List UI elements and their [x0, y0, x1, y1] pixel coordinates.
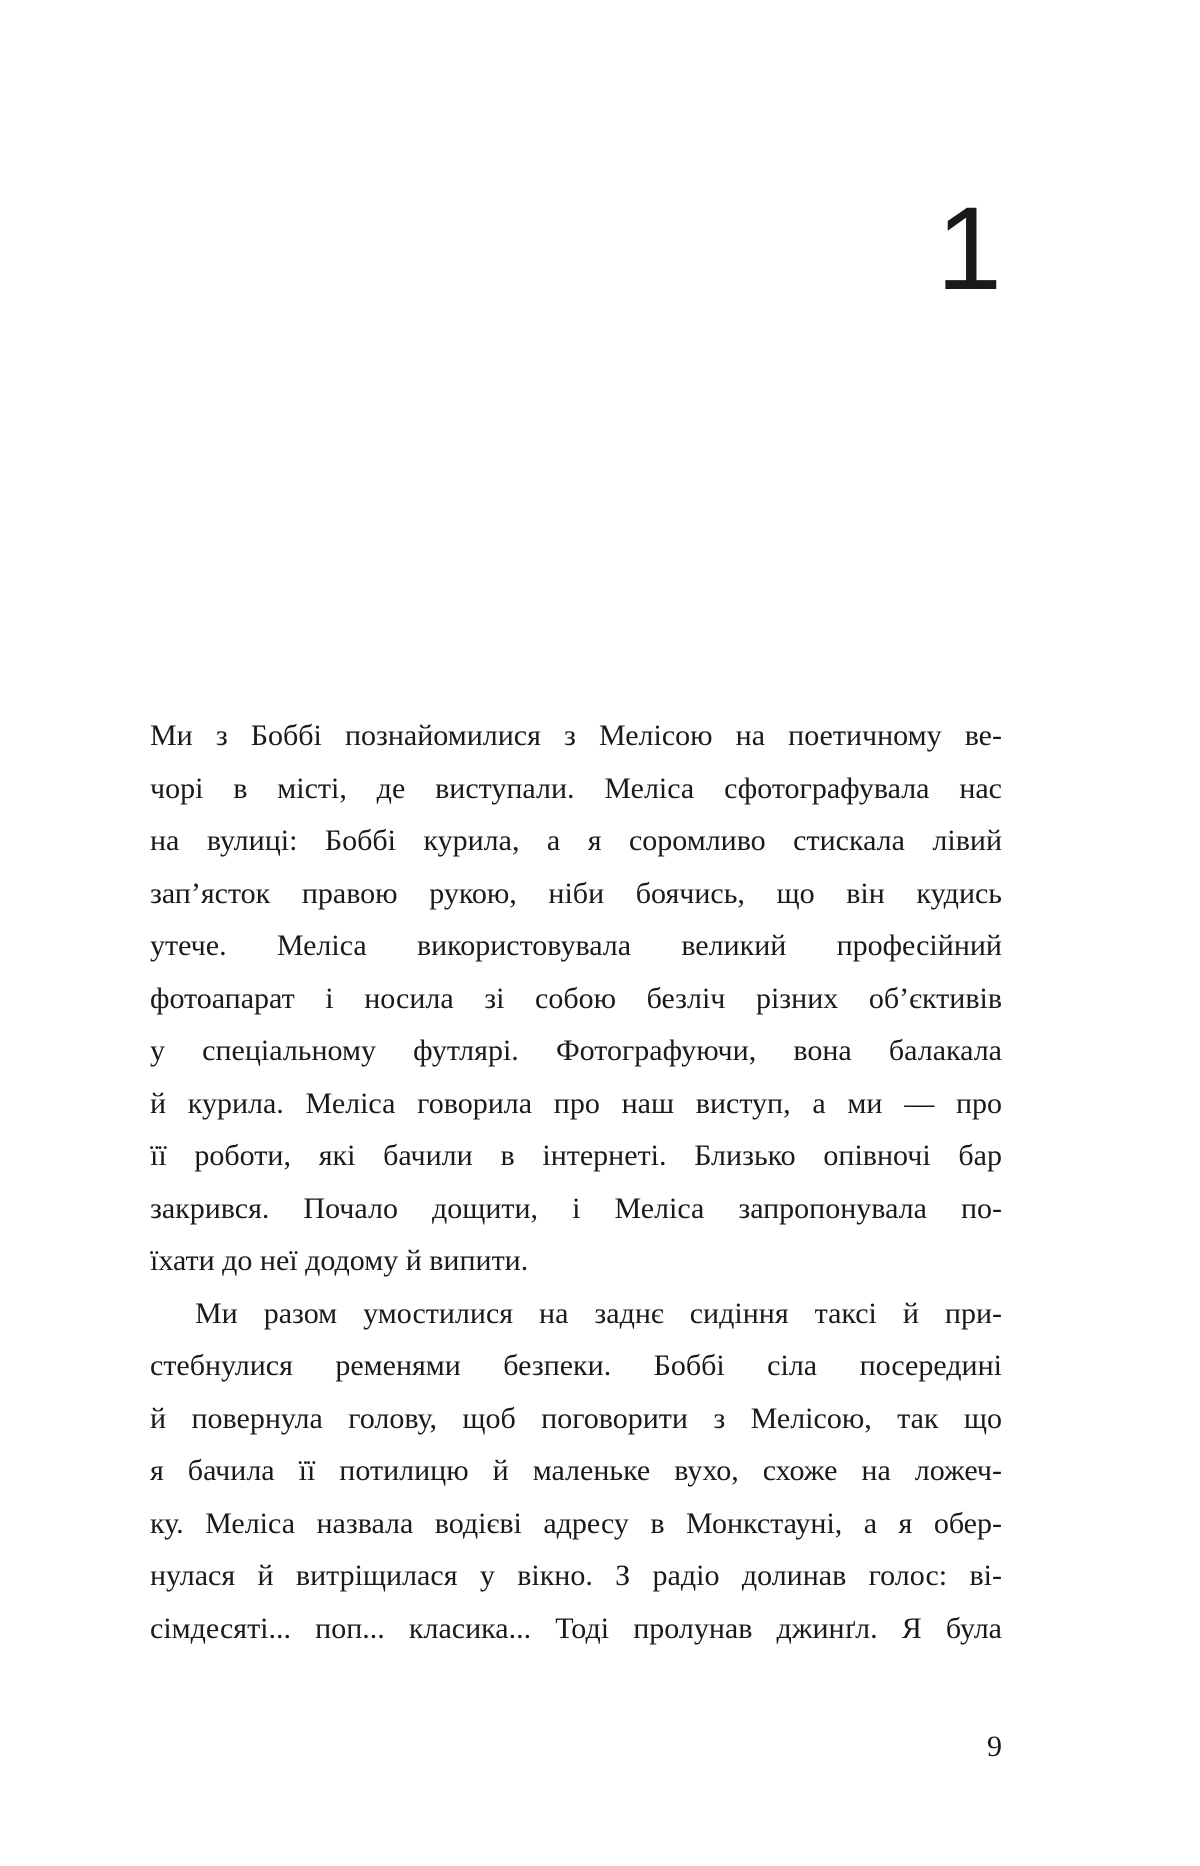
text-line: стебнулися ременями безпеки. Боббі сіла посередині — [150, 1349, 1002, 1382]
chapter-body — [150, 710, 1002, 1655]
text-line: Ми разом умостилися на заднє сидіння таксі й при- — [195, 1296, 1002, 1330]
text-line: й курила. Меліса говорила про наш виступ, а ми — про — [150, 1086, 1002, 1120]
text-line: їхати до неї додому й випити. — [150, 1244, 529, 1277]
text-line: утече. Меліса використовувала великий професійний — [150, 929, 1002, 962]
text-line: її роботи, які бачили в інтернеті. Близько опівночі бар — [150, 1139, 1002, 1172]
text-line: зап’ясток правою рукою, ніби боячись, що він кудись — [150, 876, 1002, 910]
text-line: у спеціальному футлярі. Фотографуючи, вона балакала — [150, 1034, 1002, 1067]
text-line: я бачила її потилицю й маленьке вухо, схоже на ложеч- — [150, 1454, 1002, 1487]
text-line: фотоапарат і носила зі собою безліч різних об’єктивів — [150, 981, 1002, 1015]
paragraph-2 — [150, 1288, 1002, 1656]
text-line: й повернула голову, щоб поговорити з Мелісою, так що — [150, 1401, 1002, 1435]
chapter-number: 1 — [936, 183, 1002, 315]
text-line: закрився. Почало дощити, і Меліса запропонувала по- — [150, 1191, 1002, 1225]
page-number: 9 — [987, 1730, 1002, 1763]
text-line: чорі в місті, де виступали. Меліса сфотографувала нас — [150, 771, 1002, 805]
paragraph-1 — [150, 710, 1002, 1288]
text-line: ку. Меліса назвала водієві адресу в Монкстауні, а я обер- — [150, 1506, 1002, 1540]
text-line: сімдесяті... поп... класика... Тоді пролунав джинґл. Я була — [150, 1611, 1002, 1645]
text-line: на вулиці: Боббі курила, а я соромливо стискала лівий — [150, 824, 1002, 857]
text-line: нулася й витріщилася у вікно. З радіо долинав голос: ві- — [150, 1559, 1002, 1592]
text-line: Ми з Боббі познайомилися з Мелісою на поетичному ве- — [150, 719, 1002, 752]
